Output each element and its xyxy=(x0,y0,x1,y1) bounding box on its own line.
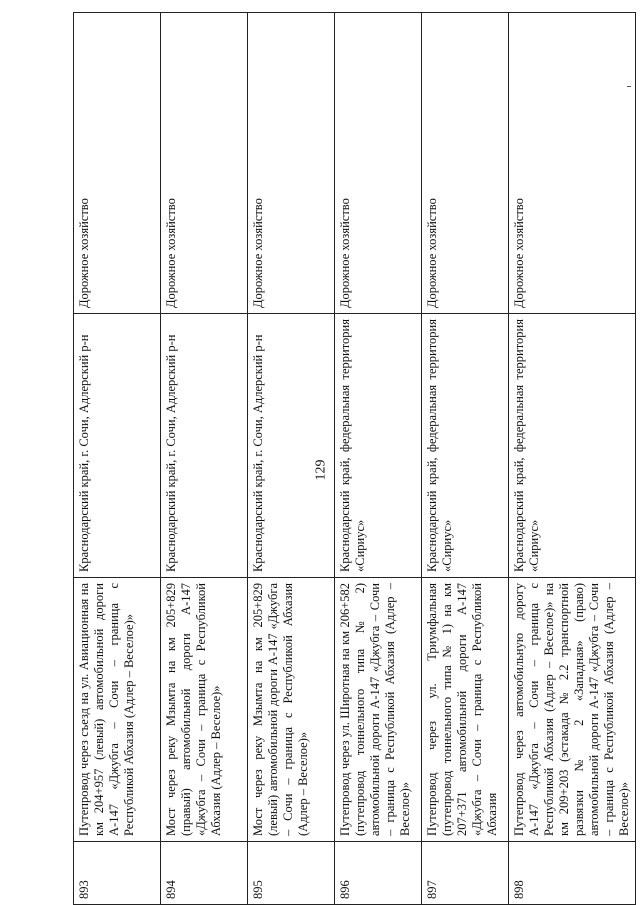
object-address: Краснодарский край, федеральная территория «Сириус» xyxy=(422,314,509,578)
object-name: Путепровод через ул. Широтная на км 206+582 (путепровод тоннельного типа № 2) автомобильной дороги А-147 «Джубга – Сочи – граница с Республикой Абхазия (Адлер – Веселое)» xyxy=(335,578,422,842)
object-address: Краснодарский край, федеральная территория «Сириус» xyxy=(335,314,422,578)
object-use: Дорожное хозяйство xyxy=(161,13,248,314)
object-name: Путепровод через автомобильную дорогу А-147 «Джубга – Сочи – граница с Республикой Абхазия (Адлер – Веселое)» на км 209+203 (эстакада № 2.2 транспортной развязки № 2 «Западная» (право) автомобильной дороги А-147 «Джубга – Сочи – граница с Республикой Абхазия (Адлер – Веселое)» xyxy=(509,578,636,842)
object-use: Дорожное хозяйство xyxy=(509,13,636,314)
row-number: 895 xyxy=(248,842,335,905)
row-number: 898 xyxy=(509,842,636,905)
registry-table xyxy=(73,12,636,905)
object-use: Дорожное хозяйство xyxy=(335,13,422,314)
object-use: Дорожное хозяйство xyxy=(248,13,335,314)
object-name: Путепровод через съезд на ул. Авиационная на км 204+957 (левый) автомобильной дороги А-147 «Джубга – Сочи – граница с Республикой Абхазия (Адлер – Веселое)» xyxy=(74,578,161,842)
rotated-table-sheet xyxy=(73,57,631,905)
object-address: Краснодарский край, г. Сочи, Адлерский р-н xyxy=(161,314,248,578)
table-row xyxy=(248,13,335,905)
table-row xyxy=(74,13,161,905)
table-row xyxy=(335,13,422,905)
table-row xyxy=(161,13,248,905)
object-name: Мост через реку Мзымта на км 205+829 (левый) автомобильной дороги А-147 «Джубга – Сочи – граница с Республикой Абхазия (Адлер – Веселое)» xyxy=(248,578,335,842)
row-number: 894 xyxy=(161,842,248,905)
table-row xyxy=(509,13,636,905)
object-use: Дорожное хозяйство xyxy=(422,13,509,314)
row-number: 893 xyxy=(74,842,161,905)
object-address: Краснодарский край, г. Сочи, Адлерский р-н xyxy=(248,314,335,578)
object-address: Краснодарский край, г. Сочи, Адлерский р-н xyxy=(74,314,161,578)
row-number: 896 xyxy=(335,842,422,905)
row-number: 897 xyxy=(422,842,509,905)
object-address: Краснодарский край, федеральная территория «Сириус» xyxy=(509,314,636,578)
object-name: Путепровод через ул. Триумфальная (путепровод тоннельного типа № 1) на км 207+371 автомобильной дороги А-147 «Джубга – Сочи – граница с Республикой Абхазия xyxy=(422,578,509,842)
table-row xyxy=(422,13,509,905)
object-name: Мост через реку Мзымта на км 205+829 (правый) автомобильной дороги А-147 «Джубга – Сочи – граница с Республикой Абхазия (Адлер – Веселое)» xyxy=(161,578,248,842)
page-number-text: 129 xyxy=(313,459,328,481)
object-use: Дорожное хозяйство xyxy=(74,13,161,314)
